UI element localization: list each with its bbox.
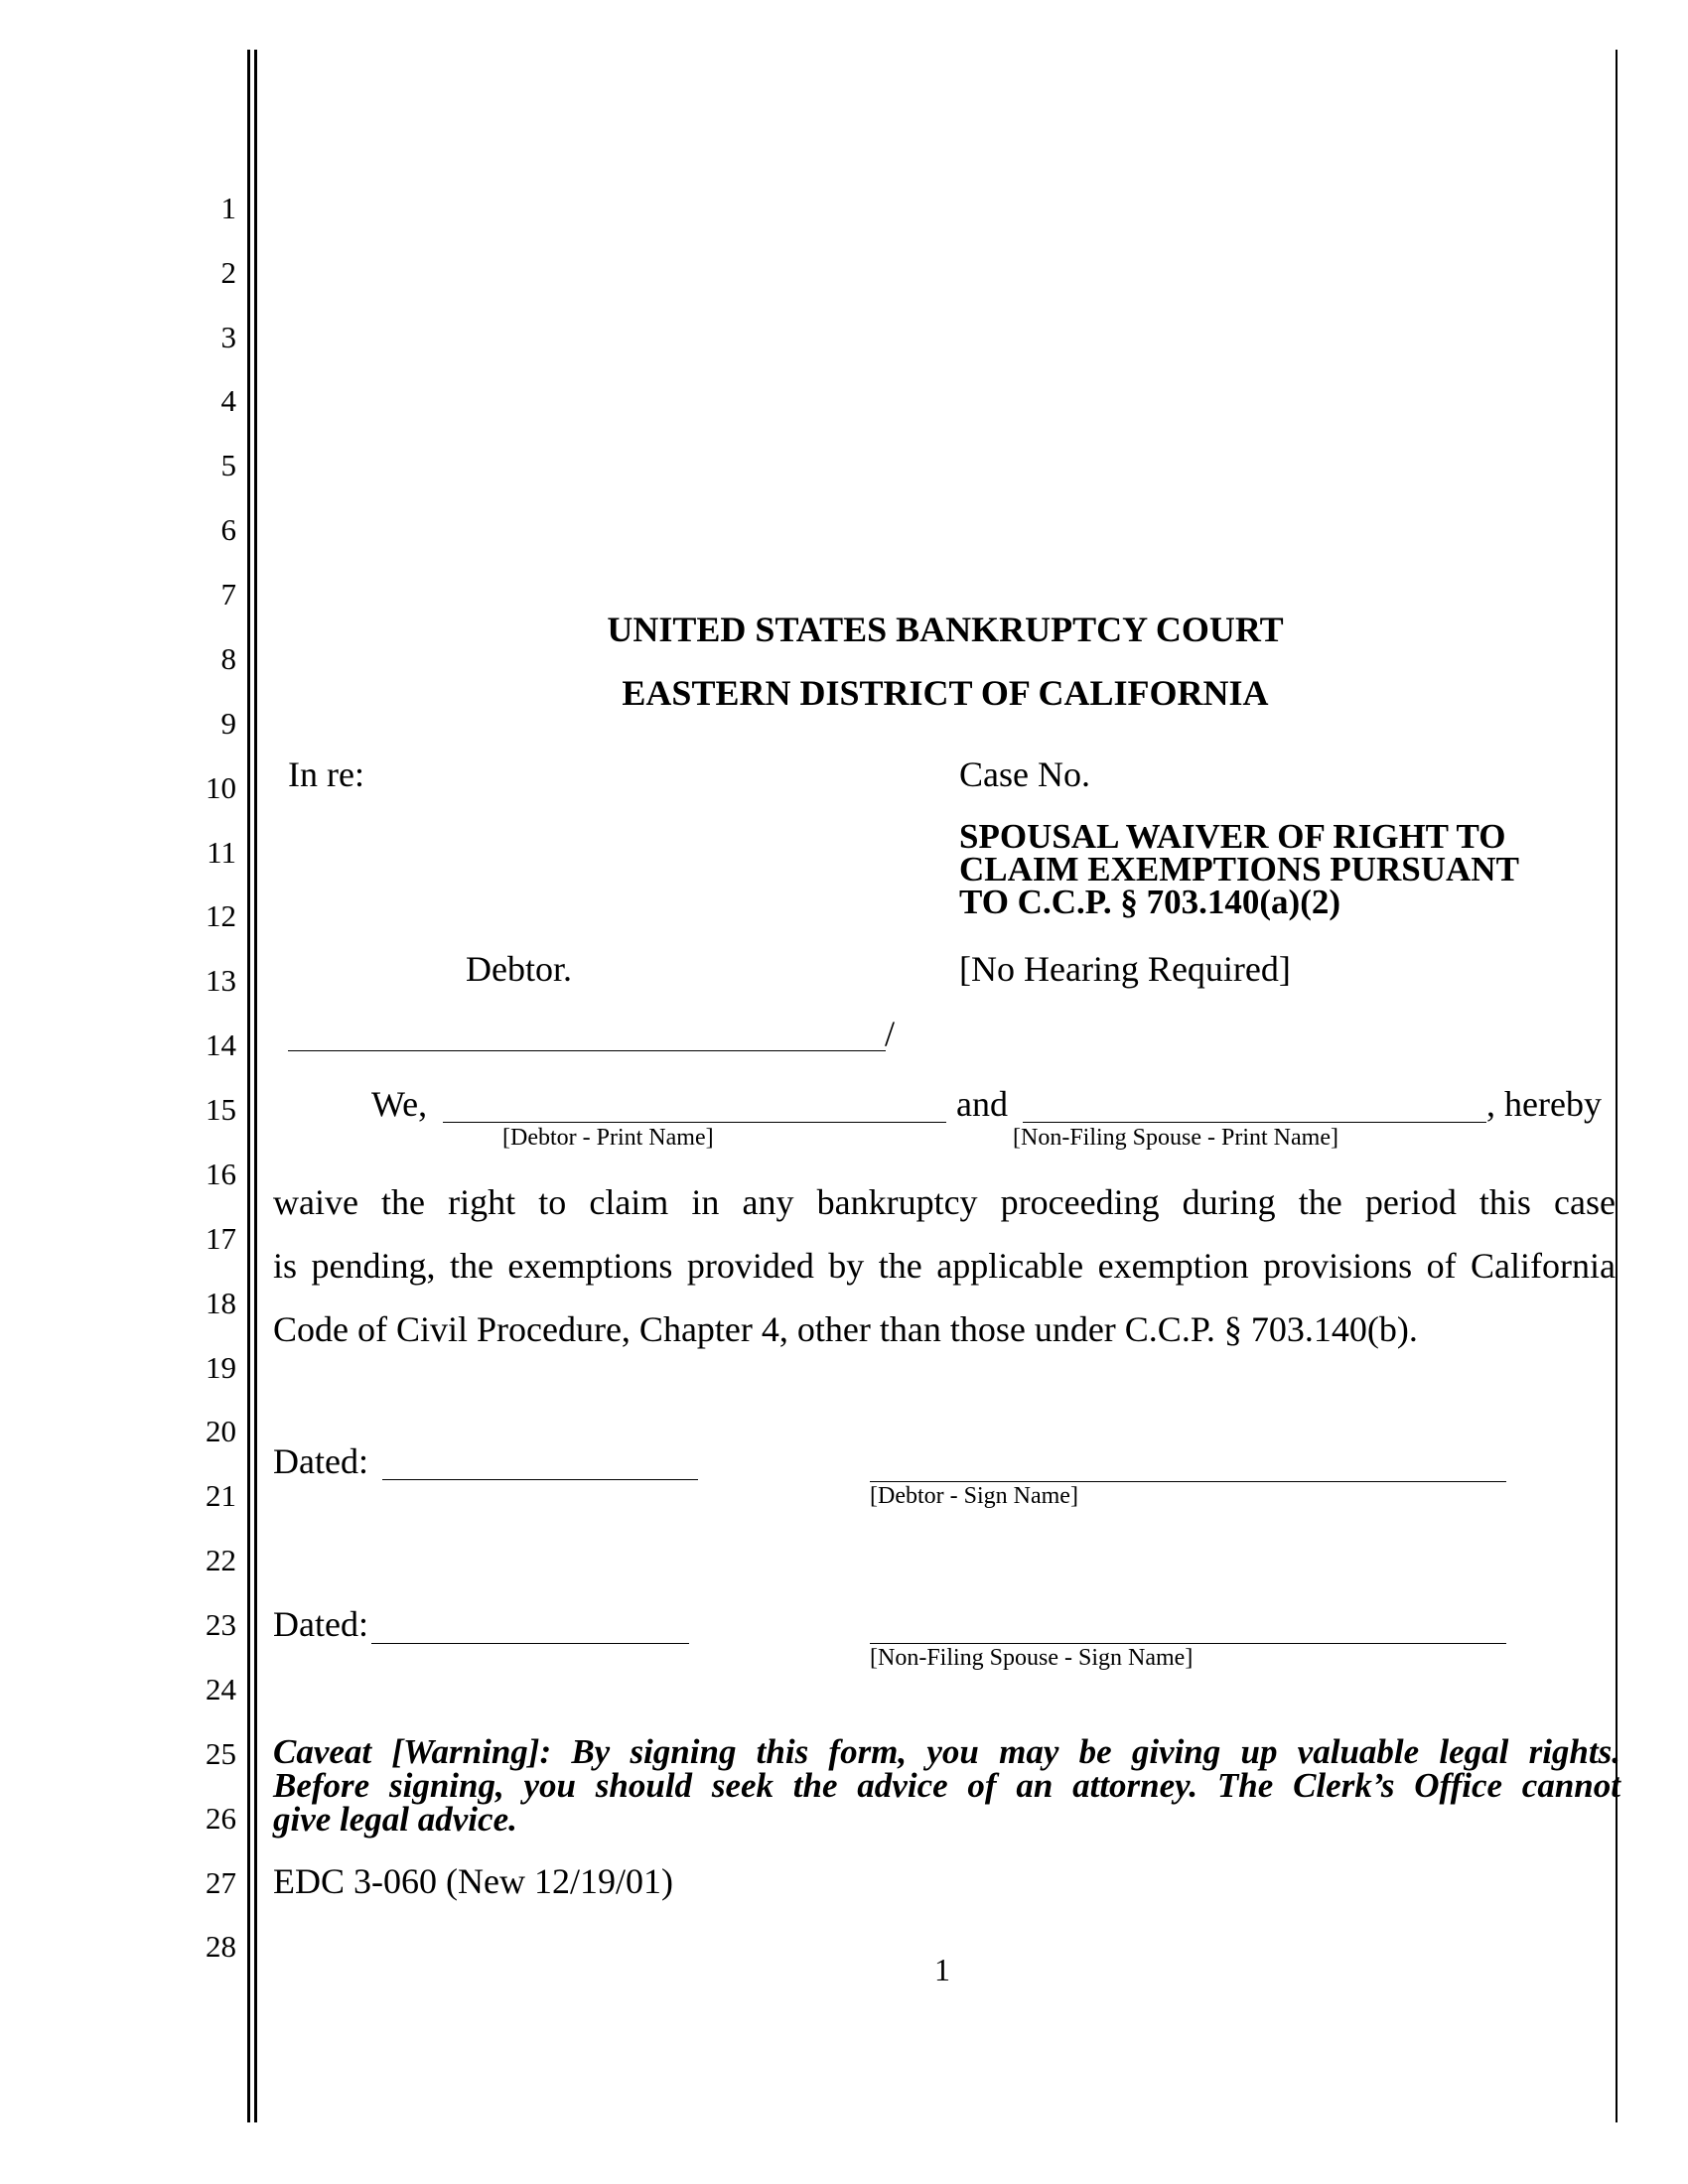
we-label: We,: [371, 1084, 428, 1124]
line-number: 22: [206, 1543, 236, 1577]
page-number: 1: [934, 1952, 950, 1987]
line-number: 10: [206, 770, 236, 805]
debtor-label: Debtor.: [466, 949, 572, 989]
spouse-print-name-field[interactable]: [1023, 1122, 1486, 1123]
caveat-warning: [273, 1732, 1620, 1839]
line-number: 9: [220, 706, 236, 741]
line-number: 8: [220, 641, 236, 676]
caveat-line: Caveat [Warning]: By signing this form, you may be giving up valuable legal rights.: [273, 1732, 1620, 1771]
hereby-label: , hereby: [1486, 1084, 1602, 1124]
caption-slash: /: [885, 1014, 896, 1053]
case-number-label: Case No.: [959, 754, 1090, 794]
document-title-line: TO C.C.P. § 703.140(a)(2): [959, 883, 1341, 921]
body-text-line: Code of Civil Procedure, Chapter 4, other than those under C.C.P. § 703.140(b).: [273, 1309, 1418, 1349]
caption-underline: [288, 1050, 886, 1051]
line-number: 19: [206, 1350, 236, 1385]
line-number: 6: [220, 512, 236, 547]
line-number: 21: [206, 1478, 236, 1513]
line-number: 1: [220, 191, 236, 225]
line-number: 28: [206, 1929, 236, 1964]
left-margin-rule-inner: [254, 50, 257, 2122]
line-number: 2: [220, 255, 236, 290]
line-number: 16: [206, 1157, 236, 1191]
debtor-signature-line[interactable]: [870, 1481, 1506, 1482]
debtor-print-name-field[interactable]: [443, 1122, 946, 1123]
body-text-line: waive the right to claim in any bankruptcy proceeding during the period this case: [273, 1182, 1616, 1222]
dated-label: Dated:: [273, 1441, 368, 1481]
caveat-line: Before signing, you should seek the advice of an attorney. The Clerk’s Office cannot: [273, 1766, 1620, 1805]
line-number: 24: [206, 1672, 236, 1706]
document-title-line: SPOUSAL WAIVER OF RIGHT TO: [959, 817, 1506, 856]
line-number: 5: [220, 448, 236, 482]
line-number: 23: [206, 1607, 236, 1642]
caveat-line: give legal advice.: [273, 1800, 517, 1839]
line-number: 4: [220, 383, 236, 418]
line-number: 27: [206, 1865, 236, 1900]
line-number: 20: [206, 1414, 236, 1448]
line-number: 11: [207, 835, 236, 870]
spouse-signature-line[interactable]: [870, 1643, 1506, 1644]
date-field[interactable]: [371, 1643, 689, 1644]
debtor-print-name-label: [Debtor - Print Name]: [502, 1125, 714, 1151]
spouse-sign-name-label: [Non-Filing Spouse - Sign Name]: [870, 1645, 1194, 1671]
district-title: EASTERN DISTRICT OF CALIFORNIA: [622, 673, 1269, 713]
line-number: 17: [206, 1221, 236, 1256]
line-number: 14: [206, 1027, 236, 1062]
line-number: 18: [206, 1286, 236, 1320]
body-text-line: is pending, the exemptions provided by the applicable exemption provisions of California: [273, 1246, 1616, 1286]
line-number: 26: [206, 1801, 236, 1836]
form-identifier: EDC 3-060 (New 12/19/01): [273, 1861, 673, 1901]
line-number: 25: [206, 1736, 236, 1771]
document-title-line: CLAIM EXEMPTIONS PURSUANT: [959, 850, 1519, 888]
line-number: 13: [206, 963, 236, 998]
date-field[interactable]: [382, 1479, 698, 1480]
debtor-sign-name-label: [Debtor - Sign Name]: [870, 1483, 1078, 1509]
line-number: 15: [206, 1092, 236, 1127]
line-number: 7: [220, 577, 236, 612]
spouse-print-name-label: [Non-Filing Spouse - Print Name]: [1013, 1125, 1338, 1151]
dated-label: Dated:: [273, 1604, 368, 1644]
left-margin-rule-outer: [247, 50, 250, 2122]
no-hearing-label: [No Hearing Required]: [959, 949, 1291, 989]
document-title: [959, 817, 1519, 921]
and-label: and: [956, 1084, 1008, 1124]
in-re-label: In re:: [288, 754, 364, 794]
line-number: 3: [220, 320, 236, 354]
line-number: 12: [206, 898, 236, 933]
court-title: UNITED STATES BANKRUPTCY COURT: [607, 610, 1284, 649]
